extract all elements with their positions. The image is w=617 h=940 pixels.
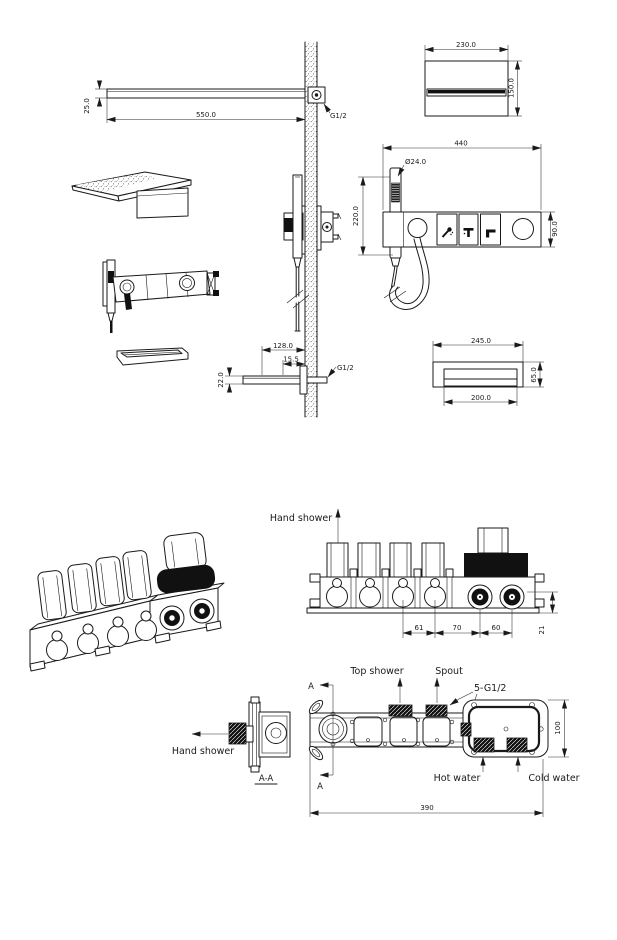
label-spout-thread: G1/2 [337, 364, 354, 372]
spout-3d-view [117, 348, 188, 365]
label-top-shower: Top shower [350, 666, 404, 677]
label-hand-shower-section: Hand shower [171, 746, 235, 757]
section-aa-view [172, 697, 290, 784]
spout-front-view [433, 337, 544, 406]
shower-head-3d-view [72, 172, 191, 218]
label-thread-note: 5-G1/2 [474, 683, 507, 694]
valve-front-view [270, 509, 558, 638]
dim-valve-pitch-3: 60 [491, 624, 501, 632]
dim-spout-opening: 200.0 [470, 394, 492, 402]
dim-spout-width: 245.0 [470, 337, 492, 345]
dim-arm-height: 25.0 [83, 98, 91, 114]
label-spout: Spout [435, 666, 463, 677]
dim-arm-length: 550.0 [195, 111, 217, 119]
dim-spout-offset: 15.5 [283, 355, 299, 364]
dim-panel-height: 90.0 [551, 221, 559, 237]
control-panel-front-view [352, 140, 559, 310]
shower-head-top-view [425, 41, 522, 116]
control-panel-3d-view [103, 260, 219, 333]
dim-spout-thickness: 22.0 [217, 372, 225, 388]
dim-inlet-offset: 21 [538, 625, 546, 635]
dim-head-depth: 150.0 [507, 77, 516, 99]
label-section-a-top: A [308, 682, 314, 692]
spout-side-view [217, 342, 354, 394]
dim-spout-height: 65.0 [530, 367, 538, 383]
dim-valve-pitch-1: 61 [414, 624, 424, 632]
dim-valve-depth: 100 [554, 721, 562, 735]
dim-spout-projection: 128.0 [272, 342, 294, 350]
valve-3d-view [30, 532, 224, 671]
dim-valve-length: 390 [420, 804, 434, 812]
dim-hand-shower-diameter: Ø24.0 [405, 158, 427, 166]
label-section-a-bottom: A [317, 782, 323, 792]
valve-top-view [307, 666, 580, 817]
dim-valve-pitch-2: 70 [452, 624, 462, 632]
dim-panel-width: 440 [454, 139, 468, 148]
label-arm-thread: G1/2 [330, 112, 347, 120]
label-hand-shower-front: Hand shower [269, 513, 333, 524]
dim-panel-drop: 220.0 [352, 205, 360, 227]
label-section-title: A-A [258, 774, 274, 784]
dim-head-width: 230.0 [455, 41, 477, 49]
label-cold-water: Cold water [528, 773, 580, 784]
label-hot-water: Hot water [433, 773, 481, 784]
